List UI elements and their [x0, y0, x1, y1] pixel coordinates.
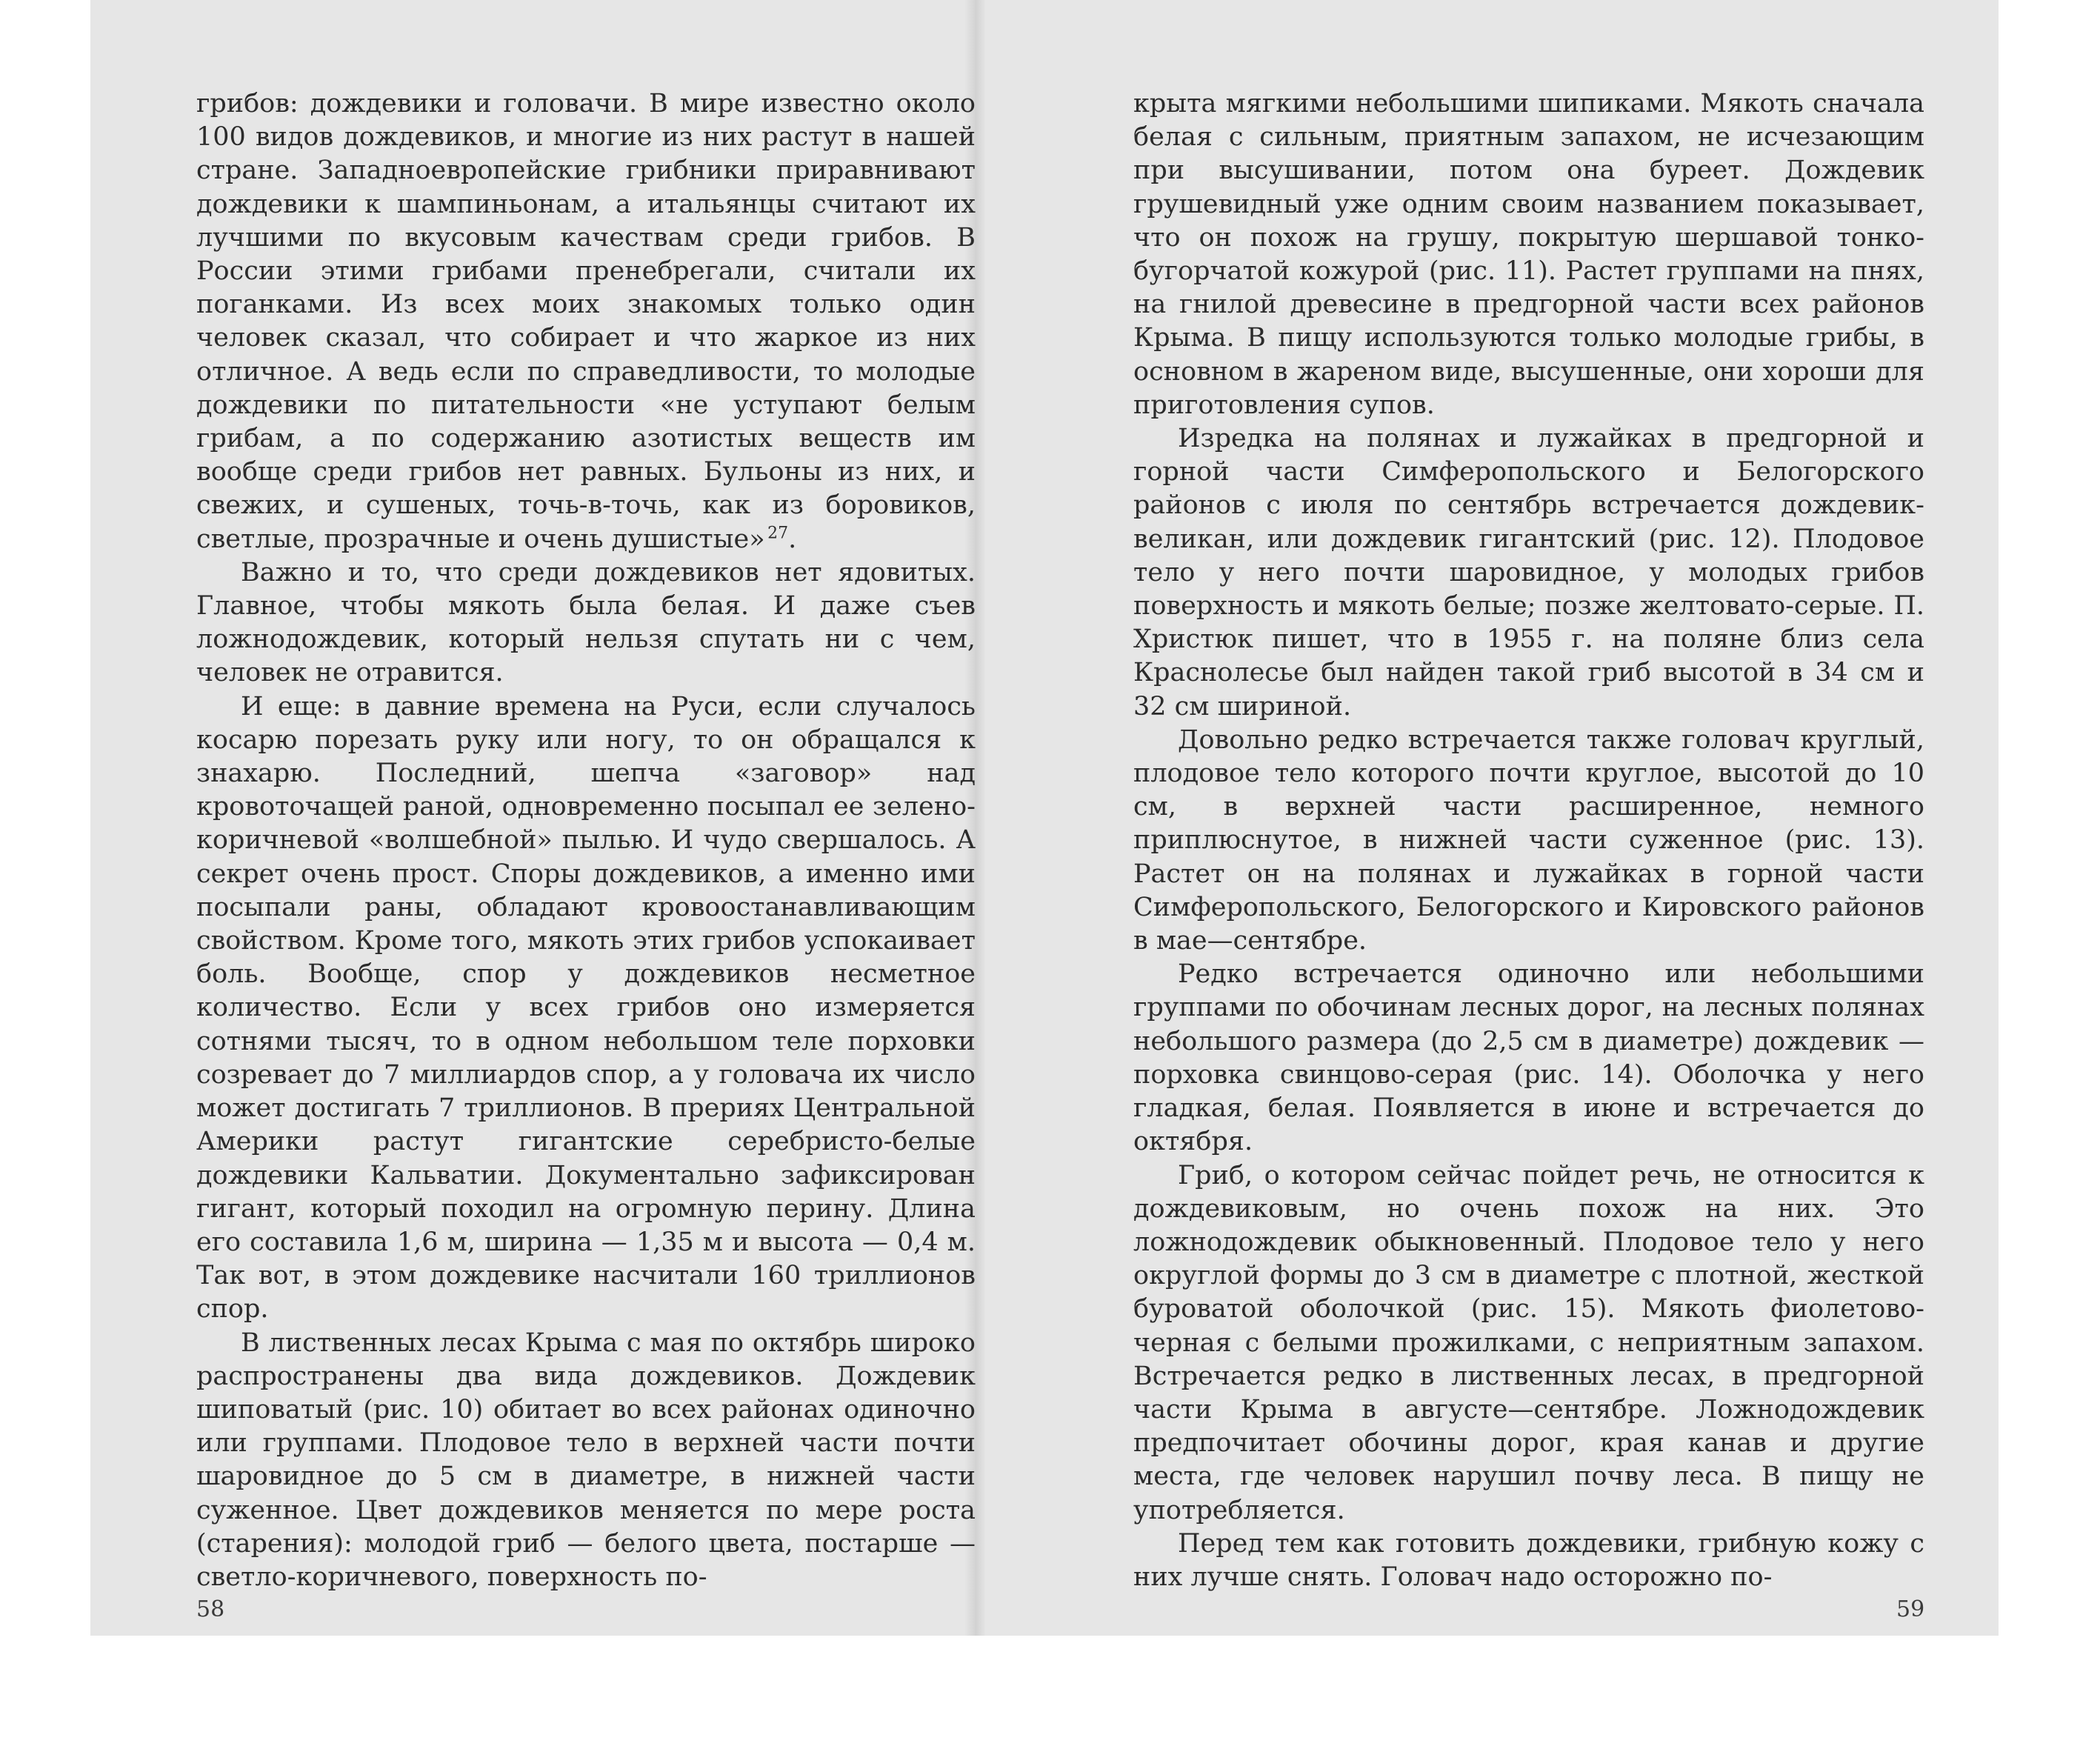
right-page [1133, 87, 1924, 1594]
right-paragraph-6: Перед тем как готовить дождевики, грибную кожу с них лучше снять. Головач надо осторожно по- [1133, 1528, 1924, 1592]
footnote-ref: 27 [767, 523, 789, 542]
left-page [196, 87, 976, 1594]
right-paragraph-3: Довольно редко встречается также головач круглый, плодовое тело которого почти круглое, высотой до 10 см, в верхней части расширенное, немного приплюснутое, в нижней части суженное (рис. 13). Растет он на полянах и лужайках в горной части Симферопольского, Белогорского и Кировского районов в мае—сентябре. [1133, 724, 1924, 956]
left-paragraph-3: И еще: в давние времена на Руси, если случалось косарю порезать руку или ногу, то он обращался к знахарю. Последний, шепча «заговор» над кровоточащей раной, одновременно посыпал ее зелено-коричневой «волшебной» пылью. И чудо свершалось. А секрет очень прост. Споры дождевиков, а именно ими посыпали раны, обладают кровоостанавливающим свойством. Кроме того, мякоть этих грибов успокаивает боль. Вообще, спор у дождевиков несметное количество. Если у всех грибов оно измеряется сотнями тысяч, то в одном небольшом теле порховки созревает до 7 миллиардов спор, а у головача их число может достигать 7 триллионов. В прериях Центральной Америки растут гигантские серебристо-белые дождевики Кальватии. Документально зафиксирован гигант, который походил на огромную перину. Длина его составила 1,6 м, ширина — 1,35 м и высота — 0,4 м. Так вот, в этом дождевике насчитали 160 триллионов спор. [196, 691, 976, 1325]
page-number-left: 58 [196, 1596, 225, 1622]
right-paragraph-1: крыта мягкими небольшими шипиками. Мякоть сначала белая с сильным, приятным запахом, не исчезающим при высушивании, потом она буреет. Дождевик грушевидный уже одним своим названием показывает, что он похож на грушу, покрытую шершавой тонко-бугорчатой кожурой (рис. 11). Растет группами на пнях, на гнилой древесине в предгорной части всех районов Крыма. В пищу используются только молодые грибы, в основном в жареном виде, высушенные, они хороши для приготовления супов. [1133, 89, 1924, 420]
left-paragraph-4: В лиственных лесах Крыма с мая по октябрь широко распространены два вида дождевиков. Дождевик шиповатый (рис. 10) обитает во всех районах одиночно или группами. Плодовое тело в верхней части почти шаровидное до 5 см в диаметре, в нижней части суженное. Цвет дождевиков меняется по мере роста (старения): молодой гриб — белого цвета, постарше — светло-коричневого, поверхность по- [196, 1327, 976, 1592]
right-paragraph-4: Редко встречается одиночно или небольшими группами по обочинам лесных дорог, на лесных полянах небольшого размера (до 2,5 см в диаметре) дождевик — порховка свинцово-серая (рис. 14). Оболочка у него гладкая, белая. Появляется в июне и встречается до октября. [1133, 959, 1924, 1157]
page-number-right: 59 [1896, 1596, 1925, 1622]
left-paragraph-1: грибов: дождевики и головачи. В мире известно около 100 видов дождевиков, и многие из них растут в нашей стране. Западноевропейские грибники приравнивают дождевики к шампиньонам, а итальянцы считают их лучшими по вкусовым качествам среди грибов. В России этими грибами пренебрегали, считали их поганками. Из всех моих знакомых только один человек сказал, что собирает и что жаркое из них отличное. А ведь если по справедливости, то молодые дождевики по питательности «не уступают белым грибам, а по содержанию азотистых веществ им вообще среди грибов нет равных. Бульоны из них, и свежих, и сушеных, точь-в-точь, как из боровиков, светлые, прозрачные и очень душистые» $^{27}$. [196, 89, 976, 554]
left-paragraph-2: Важно и то, что среди дождевиков нет ядовитых. Главное, чтобы мякоть была белая. И даже съев ложнодождевик, который нельзя спутать ни с чем, человек не отравится. [196, 557, 976, 688]
right-paragraph-5: Гриб, о котором сейчас пойдет речь, не относится к дождевиковым, но очень похож на них. Это ложнодождевик обыкновенный. Плодовое тело у него округлой формы до 3 см в диаметре с плотной, жесткой буроватой оболочкой (рис. 15). Мякоть фиолетово-черная с белыми прожилками, с неприятным запахом. Встречается редко в лиственных лесах, в предгорной части Крыма в августе—сентябре. Ложнодождевик предпочитает обочины дорог, края канав и другие места, где человек нарушил почву леса. В пищу не употребляется. [1133, 1160, 1924, 1525]
right-paragraph-2: Изредка на полянах и лужайках в предгорной и горной части Симферопольского и Белогорского районов с июля по сентябрь встречается дождевик-великан, или дождевик гигантский (рис. 12). Плодовое тело у него почти шаровидное, у молодых грибов поверхность и мякоть белые; позже желтовато-серые. П. Христюк пишет, что в 1955 г. на поляне близ села Краснолесье был найден такой гриб высотой в 34 см и 32 см шириной. [1133, 424, 1924, 722]
